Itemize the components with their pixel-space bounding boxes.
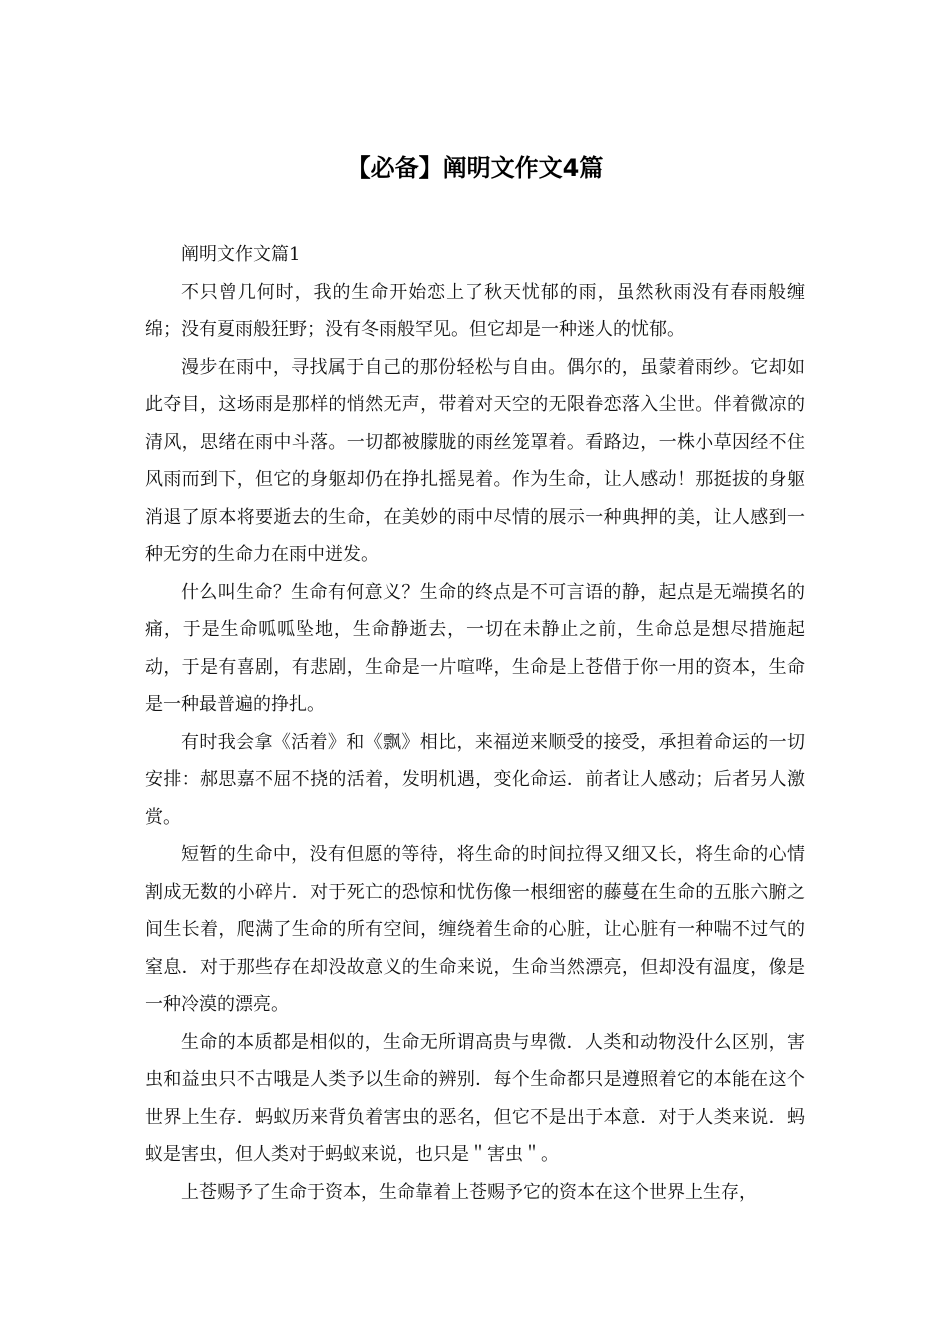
paragraph: 短暂的生命中，没有但愿的等待，将生命的时间拉得又细又长，将生命的心情割成无数的小碎片．对于死亡的恐惊和忧伤像一根细密的藤蔓在生命的五胀六腑之间生长着，爬满了生命的所有空间，缠绕着生命的心脏，让心脏有一种喘不过气的窒息．对于那些存在却没故意义的生命来说，生命当然漂亮，但却没有温度，像是一种冷漠的漂亮。: [145, 844, 805, 1015]
page-title: 【必备】阐明文作文4篇: [346, 154, 604, 182]
paragraph: 有时我会拿《活着》和《飘》相比，来福逆来顺受的接受，承担着命运的一切安排：郝思嘉不屈不挠的活着，发明机遇，变化命运．前者让人感动；后者另人激赏。: [145, 731, 805, 828]
document-body: [145, 236, 805, 1211]
paragraph: 什么叫生命？生命有何意义？生命的终点是不可言语的静，起点是无端摸名的痛，于是生命呱呱坠地，生命静逝去，一切在未静止之前，生命总是想尽措施起动，于是有喜剧，有悲剧，生命是一片喧哗，生命是上苍借于你一用的资本，生命是一种最普遍的挣扎。: [145, 581, 805, 715]
paragraph: 生命的本质都是相似的，生命无所谓高贵与卑微．人类和动物没什么区别，害虫和益虫只不古哦是人类予以生命的辨别．每个生命都只是遵照着它的本能在这个世界上生存．蚂蚁历来背负着害虫的恶名，但它不是出于本意．对于人类来说．蚂蚁是害虫，但人类对于蚂蚁来说，也只是＂害虫＂。: [145, 1031, 805, 1165]
paragraph: 上苍赐予了生命于资本，生命靠着上苍赐予它的资本在这个世界上生存，: [181, 1181, 757, 1203]
paragraph: 不只曾几何时，我的生命开始恋上了秋天忧郁的雨，虽然秋雨没有春雨般缠绵；没有夏雨般狂野；没有冬雨般罕见。但它却是一种迷人的忧郁。: [145, 281, 805, 340]
paragraph: 漫步在雨中，寻找属于自己的那份轻松与自由。偶尔的，虽蒙着雨纱。它却如此夺目，这场雨是那样的悄然无声，带着对天空的无限眷恋落入尘世。伴着微凉的清风，思绪在雨中斗落。一切都被朦胧的雨丝笼罩着。看路边，一株小草因经不住风雨而到下，但它的身躯却仍在挣扎摇晃着。作为生命，让人感动！那挺拔的身躯消退了原本将要逝去的生命，在美妙的雨中尽情的展示一种典押的美，让人感到一种无穷的生命力在雨中迸发。: [145, 356, 805, 565]
section-heading: 阐明文作文篇1: [181, 244, 301, 265]
